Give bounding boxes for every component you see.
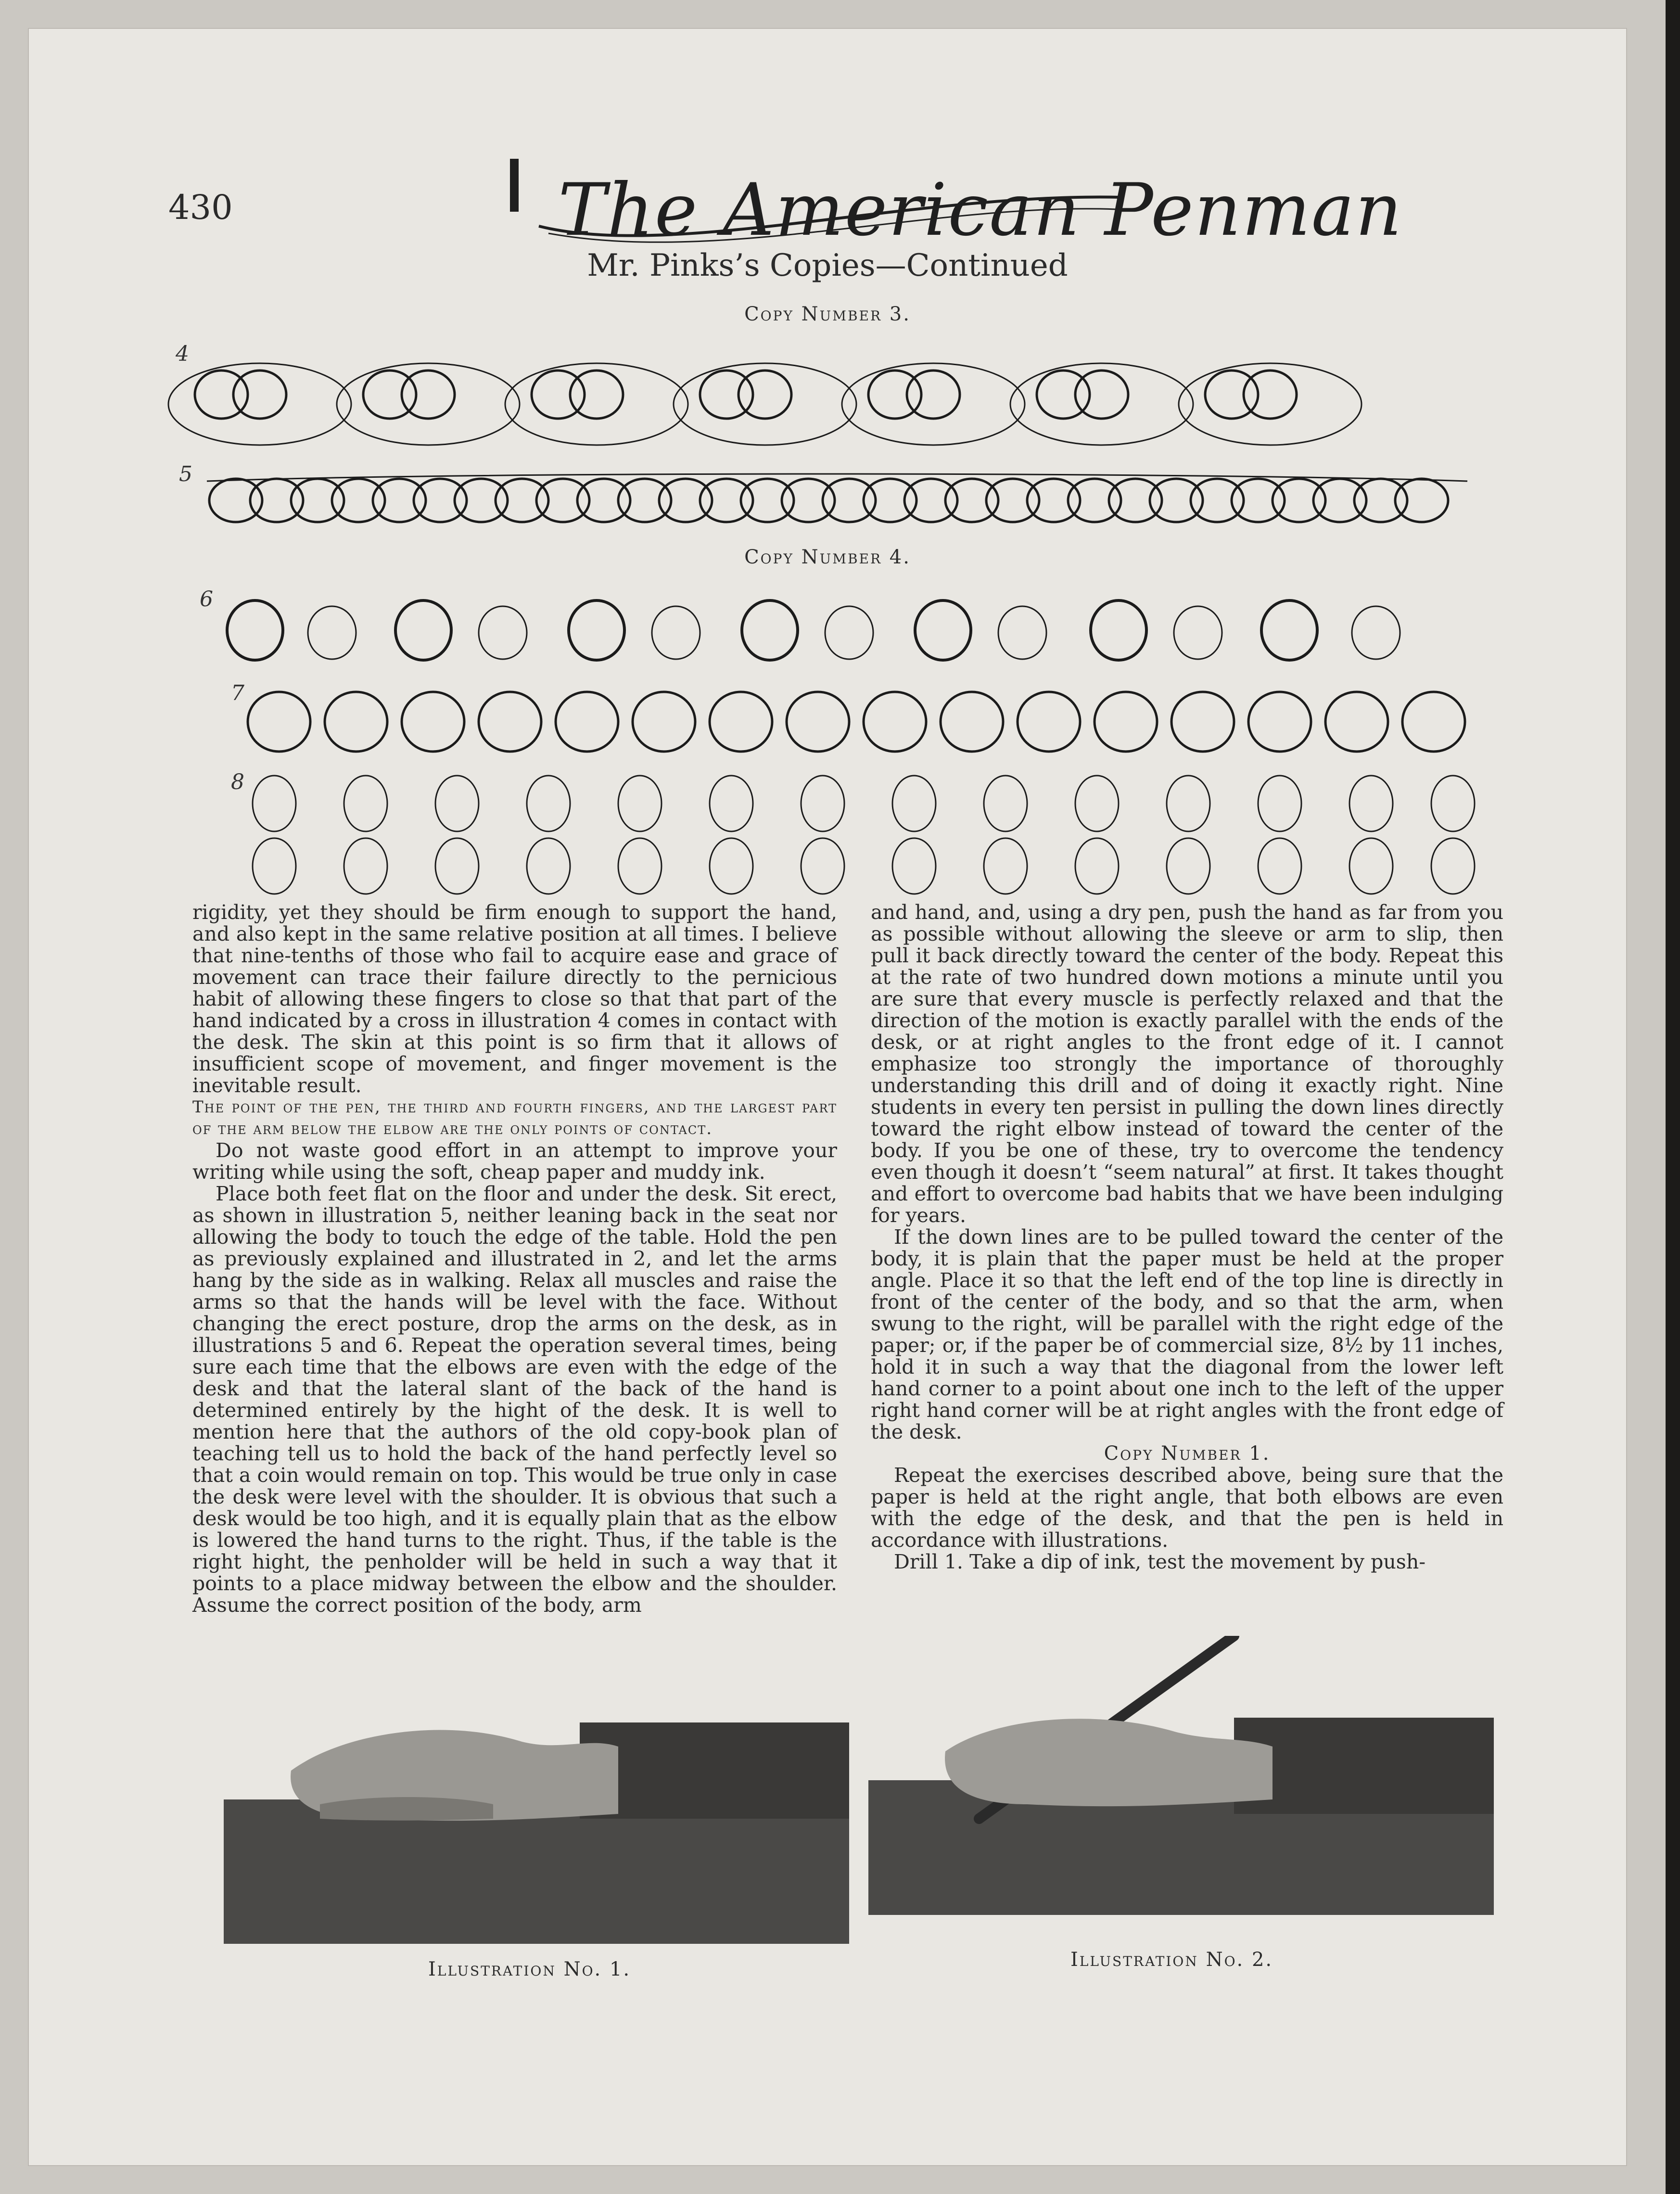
page-number: 430 <box>168 188 233 227</box>
copy-number-3-heading: Copy Number 3. <box>744 303 911 325</box>
illustration-1-photo <box>224 1674 849 1944</box>
copy-row-8-looped-o <box>29 765 1626 837</box>
masthead <box>481 149 1403 265</box>
hand-holding-pen-image <box>868 1636 1494 1915</box>
left-paragraph-1: rigidity, yet they should be firm enough to support the hand, and also kept in the same relative position at all times. I believe that nine-tenths of those who fail to acquire ease and grace of movement can trace their failure directly to the pernicious habit of allowing these fingers to close so that that part of the hand indicated by a cross in illustration 4 comes in contact with the desk. The skin at this point is so firm that it allows of insufficient scope of movement, and finger movement is the inevitable result. <box>192 901 837 1097</box>
hand-on-desk-image <box>224 1674 849 1944</box>
illustration-2-caption: Illustration No. 2. <box>1070 1949 1273 1971</box>
right-paragraph-4: Drill 1. Take a dip of ink, test the movement by push- <box>894 1550 1426 1573</box>
right-paragraph-1: and hand, and, using a dry pen, push the hand as far from you as possible without allowing the sleeve or arm to slip, then pull it back directly toward the center of the body. Repeat this at the rate of two hundred down motions a minute until you are sure that every muscle is perfectly relaxed and that the direction of the motion is exactly parallel with the ends of the desk, or at right angles to the front edge of it. I cannot emphasize too strongly the importance of thoroughly understanding this drill and of doing it exactly right. Nine students in every ten persist in pulling the down lines directly toward the right elbow instead of toward the center of the body. If you be one of these, try to overcome the tendency even though it doesn’t “seem natural” at first. It takes thought and effort to overcome bad habits that we have been indulging for years. <box>871 901 1503 1227</box>
copy-row-6-capital-o-alternating <box>29 587 1626 669</box>
illustration-2-photo <box>868 1636 1494 1915</box>
right-text-column <box>871 902 1503 1573</box>
copy-row-7-capital-o <box>29 681 1626 758</box>
row-number-5: 5 <box>179 462 192 486</box>
copy-number-1-heading: Copy Number 1. <box>1104 1442 1271 1465</box>
page <box>29 29 1626 2165</box>
left-paragraph-emphasis: The point of the pen, the third and fourth fingers, and the largest part of the arm below the elbow are the only points of contact. <box>192 1097 837 1138</box>
book-spine-edge <box>1666 0 1680 2194</box>
section-title: Mr. Pinks’s Copies—Continued <box>587 248 1068 283</box>
copy-row-5-oval-chain <box>29 462 1626 534</box>
right-paragraph-2: If the down lines are to be pulled toward the center of the body, it is plain that the paper must be held at the proper angle. Place it so that the left end of the top line is directly in front of the center of the body, and so that the arm, when swung to the right, will be parallel with the right edge of the paper; or, if the paper be of commercial size, 8½ by 11 inches, hold it in such a way that the diagonal from the lower left hand corner to a point about one inch to the left of the upper right hand corner will be at right angles with the front edge of the desk. <box>871 1225 1503 1443</box>
copy-number-4-heading: Copy Number 4. <box>744 546 911 568</box>
illustration-1-caption: Illustration No. 1. <box>428 1958 631 1980</box>
row-number-6: 6 <box>200 587 213 612</box>
right-paragraph-3: Repeat the exercises described above, being sure that the paper is held at the right angle, that both elbows are even with the edge of the desk, and that the pen is held in accordance with illustrations. <box>871 1464 1503 1552</box>
left-paragraph-2: Do not waste good effort in an attempt to improve your writing while using the soft, cheap paper and muddy ink. <box>192 1139 837 1184</box>
masthead-flourish <box>481 149 1155 265</box>
copy-row-4-double-ovals <box>29 342 1626 452</box>
row-number-4: 4 <box>176 342 189 366</box>
masthead-logo-text: The American Penman <box>558 168 1403 252</box>
row-number-8: 8 <box>231 770 244 794</box>
left-text-column <box>192 902 837 1616</box>
copy-row-9-looped-o <box>29 832 1626 905</box>
row-number-7: 7 <box>231 681 244 705</box>
left-paragraph-3: Place both feet flat on the floor and under the desk. Sit erect, as shown in illustration 5, neither leaning back in the seat nor allowing the body to touch the edge of the table. Hold the pen as previously explained and illustrated in 2, and let the arms hang by the side as in walking. Relax all muscles and raise the arms so that the hands will be level with the face. Without changing the erect posture, drop the arms on the desk, as in illustrations 5 and 6. Repeat the operation several times, being sure each time that the elbows are even with the edge of the desk and that the lateral slant of the back of the hand is determined entirely by the hight of the desk. It is well to mention here that the authors of the old copy-book plan of teaching tell us to hold the back of the hand perfectly level so that a coin would remain on top. This would be true only in case the desk were level with the shoulder. It is obvious that such a desk would be too high, and it is equally plain that as the elbow is lowered the hand turns to the right. Thus, if the table is the right hight, the penholder will be held in such a way that it points to a place midway between the elbow and the shoulder. Assume the correct position of the body, arm <box>192 1182 837 1617</box>
